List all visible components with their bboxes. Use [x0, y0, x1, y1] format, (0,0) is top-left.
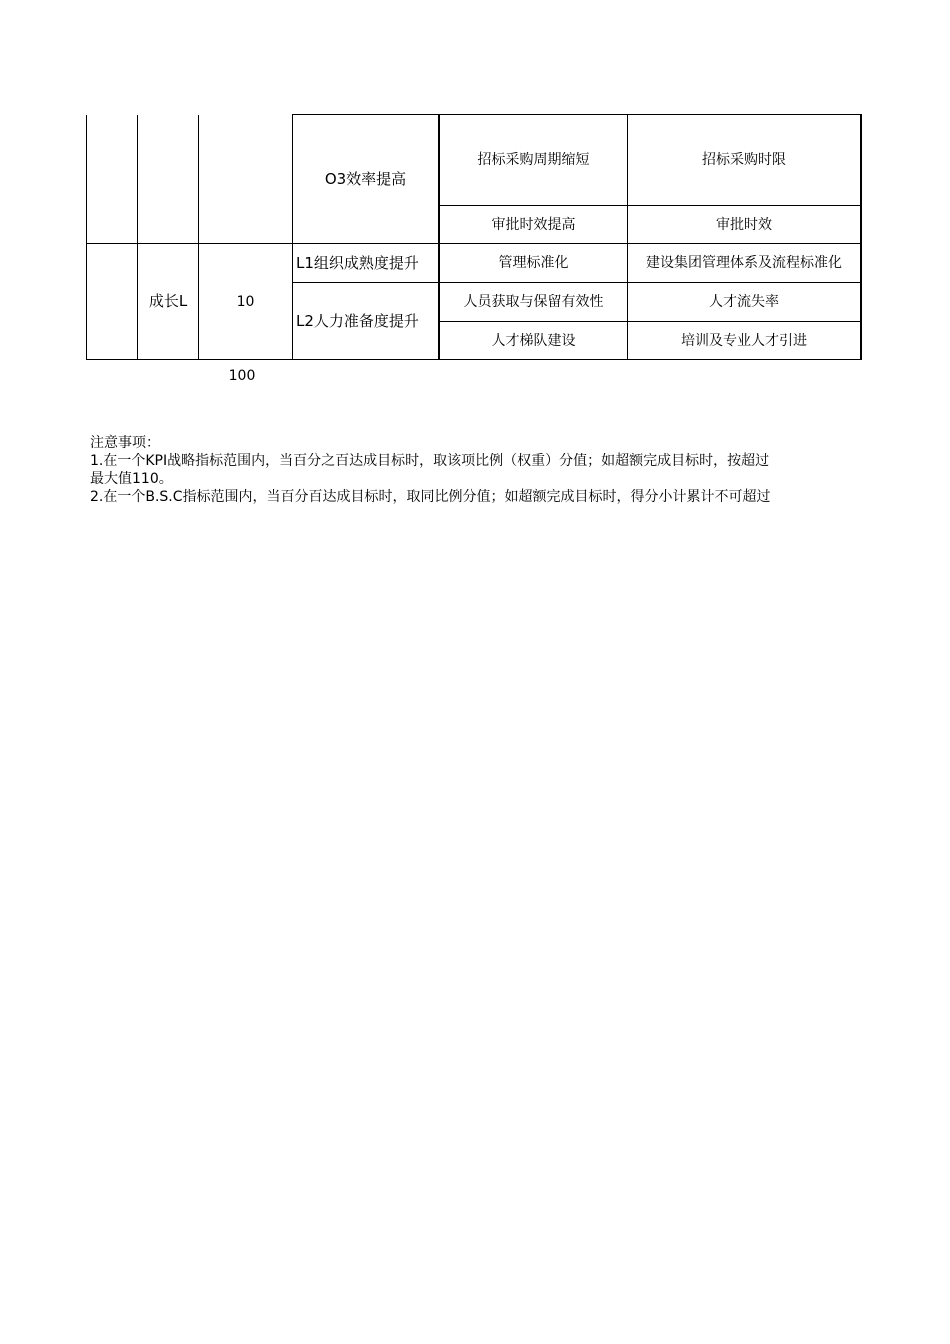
- notes-title: 注意事项：: [90, 435, 160, 451]
- measure-cell: 审批时效: [716, 216, 772, 233]
- total-weight: 100: [228, 368, 256, 384]
- notes-section: [90, 434, 950, 506]
- grid-line: [86, 359, 862, 360]
- measure-cell: 建设集团管理体系及流程标准化: [646, 255, 842, 271]
- measure-cell: 人才流失率: [709, 294, 779, 310]
- indicator-cell: 管理标准化: [498, 255, 569, 271]
- indicator-cell: 审批时效提高: [491, 216, 576, 233]
- note-line: 最大值110。: [90, 471, 173, 487]
- objective-cell-l2: L2人力准备度提升: [296, 311, 419, 330]
- grid-line: [860, 115, 862, 360]
- objective-cell-l1: L1组织成熟度提升: [296, 253, 419, 272]
- measure-cell: 招标采购时限: [702, 152, 786, 168]
- indicator-cell: 招标采购周期缩短: [477, 152, 590, 168]
- note-line: 2.在一个B.S.C指标范围内，当百分百达成目标时，取同比例分值；如超额完成目标时，得分小计累计不可超过: [90, 489, 771, 505]
- indicator-cell: 人才梯队建设: [491, 332, 576, 349]
- indicator-cell: 人员获取与保留有效性: [463, 294, 604, 310]
- objective-cell-o3: O3效率提高: [324, 169, 407, 188]
- note-line: 1.在一个KPI战略指标范围内，当百分之百达成目标时，取该项比例（权重）分值；如超额完成目标时，按超过: [90, 453, 770, 469]
- weight-cell: 10: [236, 293, 255, 310]
- dimension-cell-growth: 成长L: [148, 292, 188, 310]
- grid-line: [86, 115, 87, 360]
- measure-cell: 培训及专业人才引进: [681, 332, 807, 349]
